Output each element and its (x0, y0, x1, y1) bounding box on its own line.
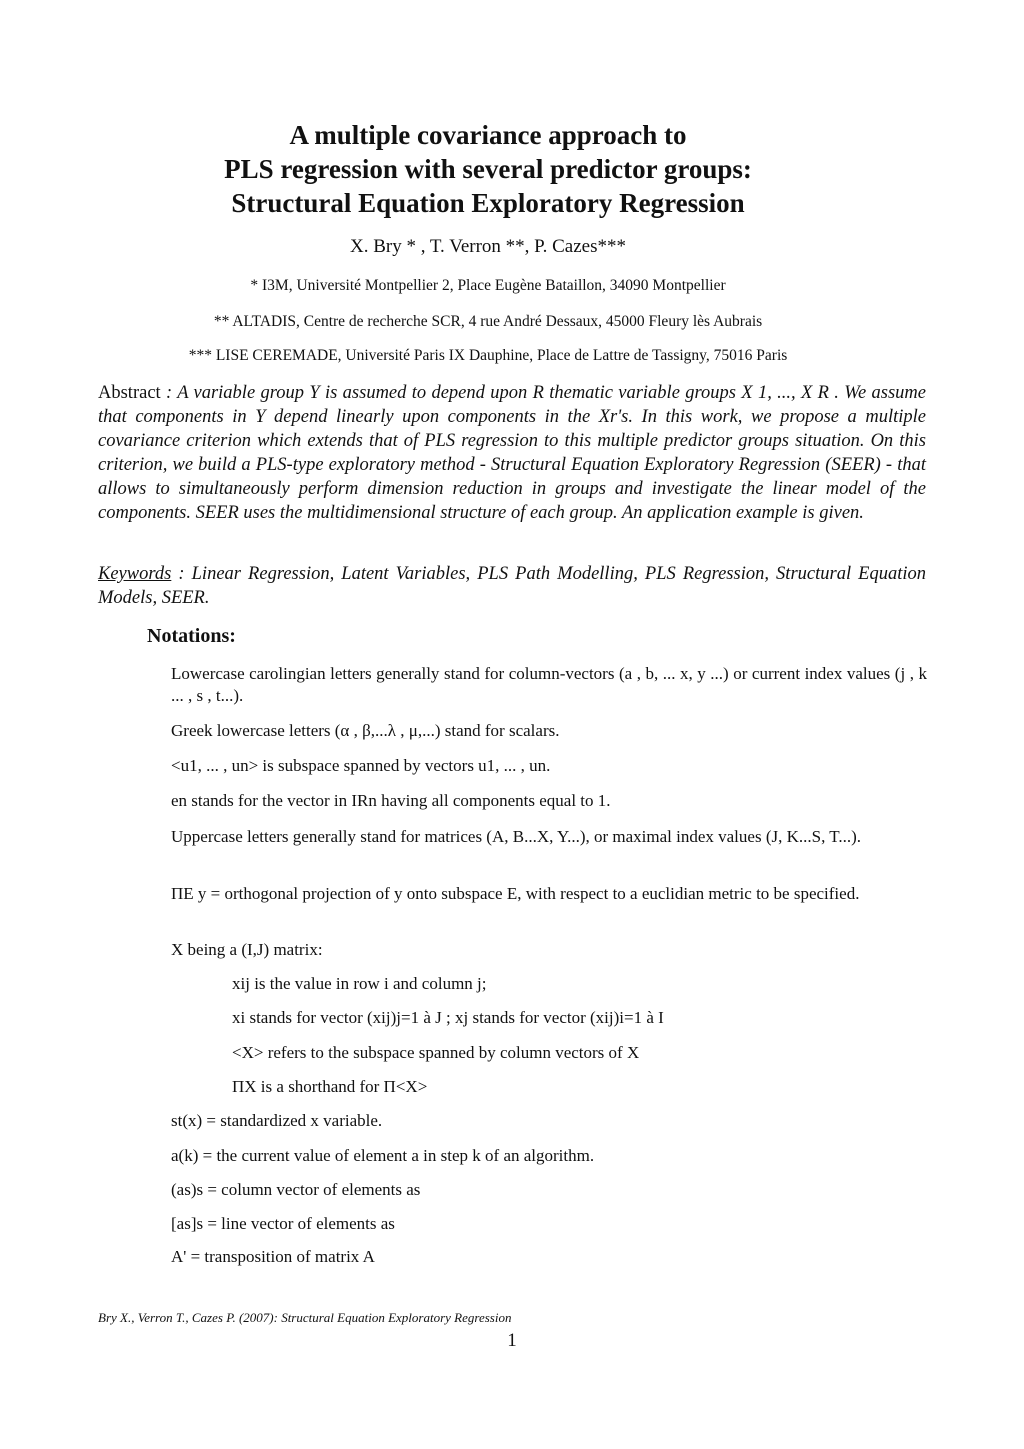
notation-item: xij is the value in row i and column j; (232, 974, 487, 993)
affiliation-2: ** ALTADIS, Centre de recherche SCR, 4 rue André Dessaux, 45000 Fleury lès Aubrais (213, 313, 763, 330)
affiliation-1: * I3M, Université Montpellier 2, Place Eugène Bataillon, 34090 Montpellier (250, 277, 726, 294)
keywords-label: Keywords (98, 564, 172, 584)
title-line-1: A multiple covariance approach to (289, 120, 687, 150)
notation-item: [as]s = line vector of elements as (171, 1214, 395, 1233)
notation-item: Lowercase carolingian letters generally stand for column-vectors (a , b, ... x, y ...) or current index values (j , k ... , s , t...). (171, 664, 927, 705)
title-line-2: PLS regression with several predictor groups: (224, 154, 752, 184)
running-footer: Bry X., Verron T., Cazes P. (2007): Structural Equation Exploratory Regression (98, 1310, 512, 1325)
notation-item: xi stands for vector (xij)j=1 à J ; xj stands for vector (xij)i=1 à I (232, 1008, 664, 1027)
keywords (98, 562, 926, 610)
notation-item: <u1, ... , un> is subspace spanned by vectors u1, ... , un. (171, 756, 551, 775)
notation-item: X being a (I,J) matrix: (171, 940, 323, 959)
notation-item: Greek lowercase letters (α , β,...λ , μ,...) stand for scalars. (171, 721, 560, 740)
notation-item: (as)s = column vector of elements as (171, 1180, 421, 1199)
abstract (98, 381, 926, 525)
paper-title (0, 118, 976, 220)
notation-item: ΠX is a shorthand for Π<X> (232, 1077, 428, 1096)
notation-item: A' = transposition of matrix A (171, 1247, 375, 1266)
affiliation-3: *** LISE CEREMADE, Université Paris IX Dauphine, Place de Lattre de Tassigny, 75016 Paris (188, 347, 788, 364)
notation-item: a(k) = the current value of element a in step k of an algorithm. (171, 1146, 595, 1165)
keywords-body: : Linear Regression, Latent Variables, PLS Path Modelling, PLS Regression, Structural Equation Models, SEER. (98, 564, 926, 608)
notations-heading: Notations: (147, 625, 236, 647)
notation-item: <X> refers to the subspace spanned by column vectors of X (232, 1043, 640, 1062)
authors: X. Bry * , T. Verron **, P. Cazes*** (349, 236, 626, 257)
title-line-3: Structural Equation Exploratory Regression (231, 188, 745, 218)
abstract-label: Abstract (98, 383, 161, 403)
abstract-body: : A variable group Y is assumed to depend upon R thematic variable groups X 1, ..., X R . We assume that components in Y depend linearly upon components in the Xr's. In this work, we propose a multiple covariance criterion which extends that of PLS regression to this multiple predictor groups situation. On this criterion, we build a PLS-type exploratory method - Structural Equation Exploratory Regression (SEER) - that allows to simultaneously perform dimension reduction in groups and investigate the linear model of the components. SEER uses the multidimensional structure of each group. An application example is given. (98, 383, 926, 523)
notation-item: en stands for the vector in IRn having all components equal to 1. (171, 791, 611, 810)
page-number: 1 (507, 1330, 517, 1351)
notation-item: Uppercase letters generally stand for matrices (A, B...X, Y...), or maximal index values (J, K...S, T...). (171, 827, 862, 846)
notation-item: ΠE y = orthogonal projection of y onto subspace E, with respect to a euclidian metric to be specified. (171, 884, 860, 903)
notation-item: st(x) = standardized x variable. (171, 1111, 383, 1130)
